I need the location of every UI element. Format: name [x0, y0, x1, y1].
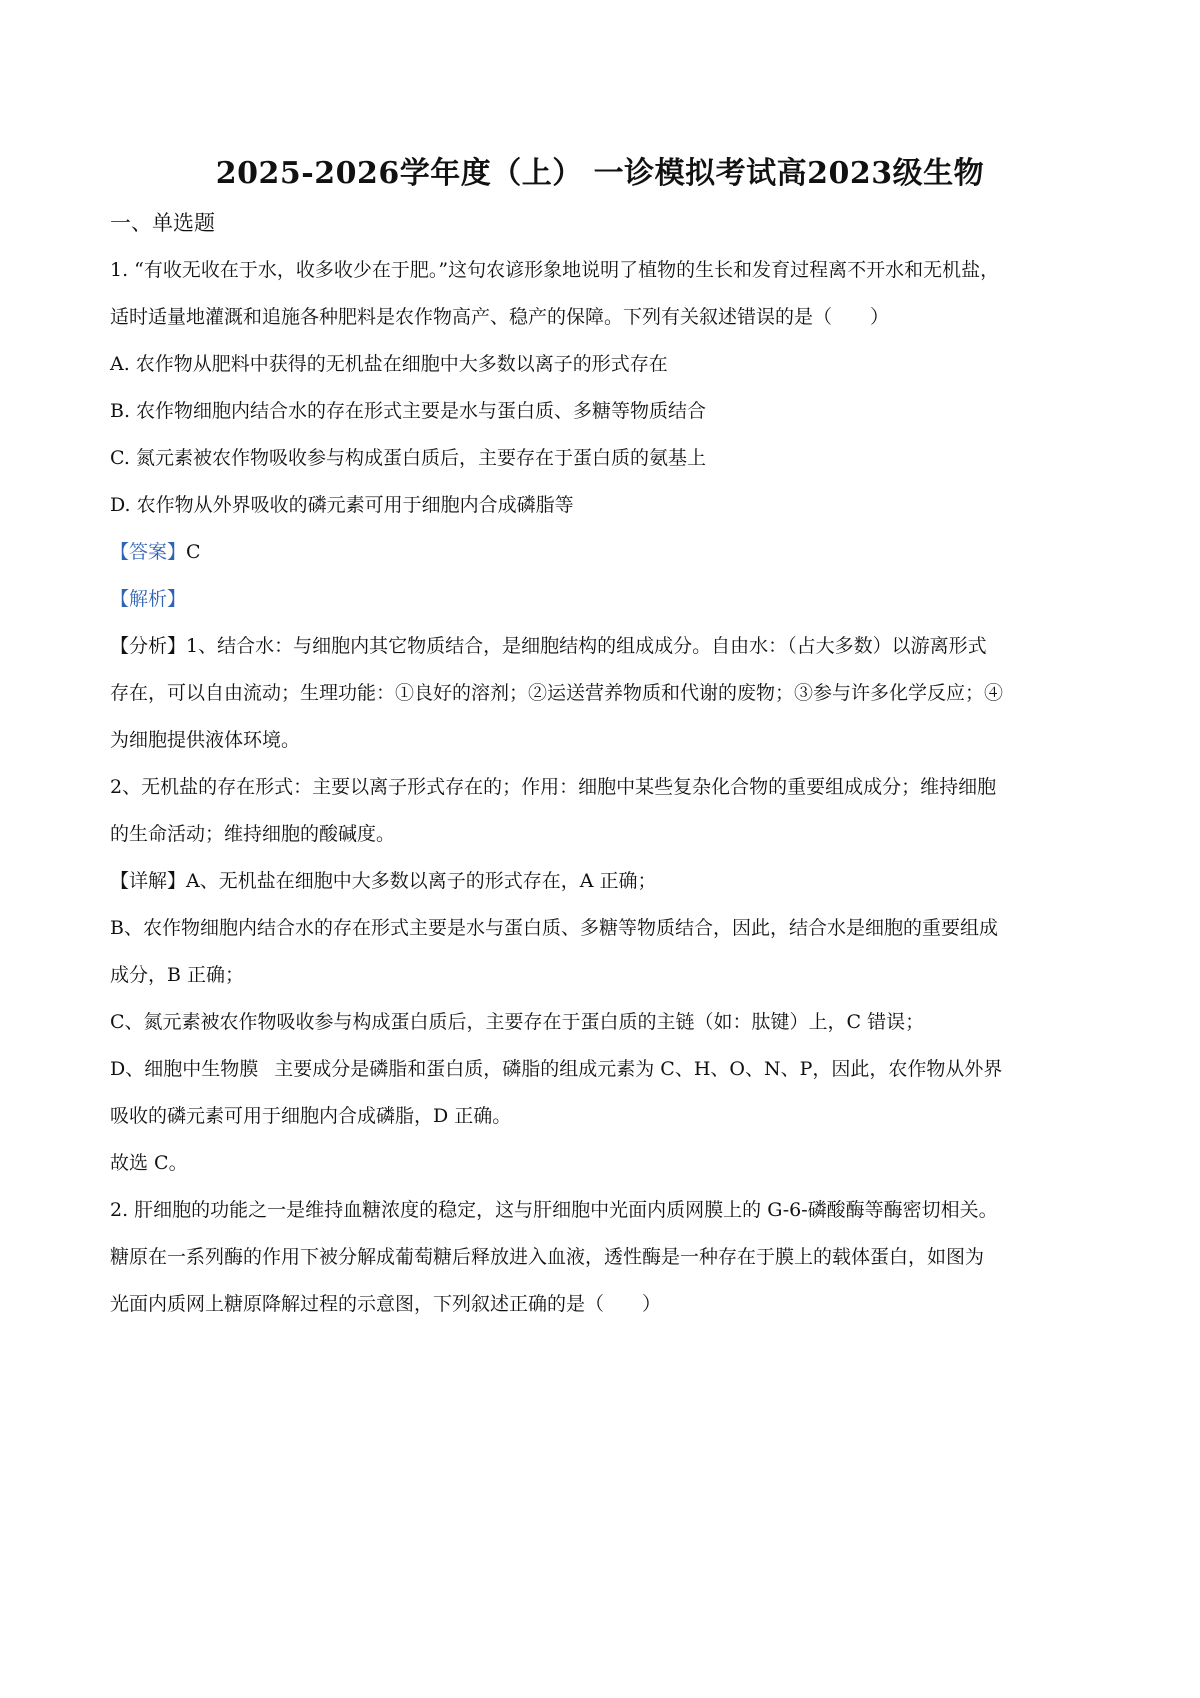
fenxi-line-5: 的生命活动；维持细胞的酸碱度。 — [110, 823, 396, 845]
question-2-stem-line-1: 2. 肝细胞的功能之一是维持血糖浓度的稳定，这与肝细胞中光面内质网膜上的 G-6-磷酸酶等酶密切相关。 — [110, 1199, 998, 1221]
xiangjie-line-5-part-a: D、细胞中生物膜 — [110, 1058, 259, 1080]
xiangjie-line-5 — [110, 1046, 1100, 1093]
fenxi-line-1: 【分析】1、结合水：与细胞内其它物质结合，是细胞结构的组成成分。自由水：（占大多数）以游离形式 — [110, 635, 987, 657]
question-1-option-b: B. 农作物细胞内结合水的存在形式主要是水与蛋白质、多糖等物质结合 — [110, 400, 707, 422]
question-1-option-a: A. 农作物从肥料中获得的无机盐在细胞中大多数以离子的形式存在 — [110, 353, 668, 375]
question-1-stem-line-2: 适时适量地灌溉和追施各种肥料是农作物高产、稳产的保障。下列有关叙述错误的是（ ） — [110, 306, 890, 328]
answer-value: C — [186, 541, 201, 563]
answer-label: 【答案】 — [110, 541, 187, 563]
question-1-option-d: D. 农作物从外界吸收的磷元素可用于细胞内合成磷脂等 — [110, 494, 574, 516]
xiangjie-line-3: 成分，B 正确； — [110, 964, 245, 986]
document-body — [110, 200, 1100, 1328]
section-heading: 一、单选题 — [110, 211, 215, 235]
xiangjie-line-4: C、氮元素被农作物吸收参与构成蛋白质后，主要存在于蛋白质的主链（如：肽键）上，C 错误； — [110, 1011, 925, 1033]
question-1-answer — [110, 529, 1100, 576]
analysis-label: 【解析】 — [110, 588, 187, 610]
page-title: 2025-2026学年度（上） 一诊模拟考试高2023级生物 — [215, 156, 985, 191]
question-2-stem-line-2: 糖原在一系列酶的作用下被分解成葡萄糖后释放进入血液，透性酶是一种存在于膜上的载体蛋白，如图为 — [110, 1246, 985, 1268]
question-1-option-c: C. 氮元素被农作物吸收参与构成蛋白质后，主要存在于蛋白质的氨基上 — [110, 447, 706, 469]
xiangjie-line-2: B、农作物细胞内结合水的存在形式主要是水与蛋白质、多糖等物质结合，因此，结合水是细胞的重要组成 — [110, 917, 998, 939]
xiangjie-line-5-part-b: 主要成分是磷脂和蛋白质，磷脂的组成元素为 C、H、O、N、P，因此，农作物从外界 — [274, 1058, 1003, 1080]
xiangjie-line-6: 吸收的磷元素可用于细胞内合成磷脂，D 正确。 — [110, 1105, 512, 1127]
xiangjie-line-1: 【详解】A、无机盐在细胞中大多数以离子的形式存在，A 正确； — [110, 870, 657, 892]
fenxi-line-2: 存在，可以自由流动；生理功能：①良好的溶剂；②运送营养物质和代谢的废物；③参与许多化学反应；④ — [110, 682, 1004, 704]
question-2-stem-line-3: 光面内质网上糖原降解过程的示意图，下列叙述正确的是（ ） — [110, 1293, 662, 1315]
question-1-conclusion: 故选 C。 — [110, 1152, 188, 1174]
question-1-stem-line-1: 1. “有收无收在于水，收多收少在于肥。”这句农谚形象地说明了植物的生长和发育过程离不开水和无机盐， — [110, 259, 1000, 281]
fenxi-line-4: 2、无机盐的存在形式：主要以离子形式存在的；作用：细胞中某些复杂化合物的重要组成成分；维持细胞 — [110, 776, 997, 798]
fenxi-line-3: 为细胞提供液体环境。 — [110, 729, 301, 751]
